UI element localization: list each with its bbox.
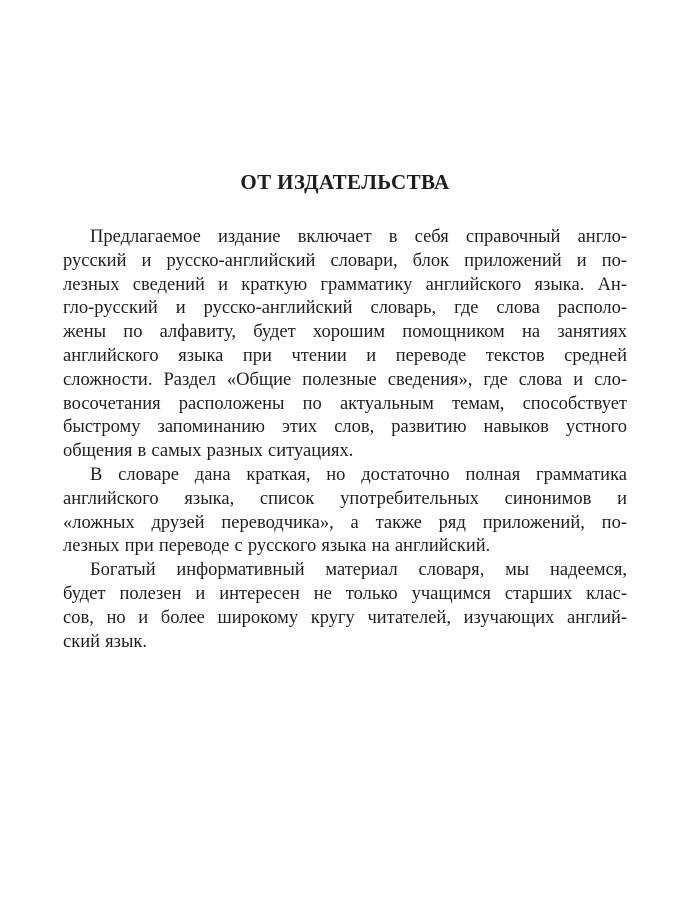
text-line: восочетания расположены по актуальным темам, способствует — [63, 393, 627, 414]
text-line: русский и русско-английский словари, блок приложений и по- — [63, 250, 627, 271]
paragraph — [63, 464, 627, 559]
text-block — [63, 226, 627, 654]
text-line: будет полезен и интересен не только учащимся старших клас- — [63, 583, 627, 604]
text-line: Богатый информативный материал словаря, мы надеемся, — [90, 560, 627, 581]
text-line: лезных сведений и краткую грамматику английского языка. Ан- — [63, 274, 627, 295]
page-title: ОТ ИЗДАТЕЛЬСТВА — [240, 170, 450, 194]
text-line: сложности. Раздел «Общие полезные сведения», где слова и сло- — [63, 369, 627, 390]
paragraph — [63, 226, 627, 464]
text-line: английского языка, список употребительных синонимов и — [63, 488, 627, 509]
text-line: общения в самых разных ситуациях. — [63, 441, 354, 462]
text-line: «ложных друзей переводчика», а также ряд приложений, по- — [63, 512, 627, 533]
text-line: лезных при переводе с русского языка на английский. — [63, 536, 491, 557]
text-line: сов, но и более широкому кругу читателей, изучающих англий- — [63, 607, 627, 628]
text-line: жены по алфавиту, будет хорошим помощником на занятиях — [63, 322, 627, 343]
text-line: В словаре дана краткая, но достаточно полная грамматика — [90, 464, 627, 485]
paragraph — [63, 559, 627, 654]
text-line: быстрому запоминанию этих слов, развитию навыков устного — [63, 417, 627, 438]
text-line: Предлагаемое издание включает в себя справочный англо- — [90, 227, 627, 247]
text-line: английского языка при чтении и переводе текстов средней — [63, 345, 627, 366]
text-line: ский язык. — [63, 631, 147, 652]
text-line: гло-русский и русско-английский словарь, где слова располо- — [63, 298, 627, 319]
